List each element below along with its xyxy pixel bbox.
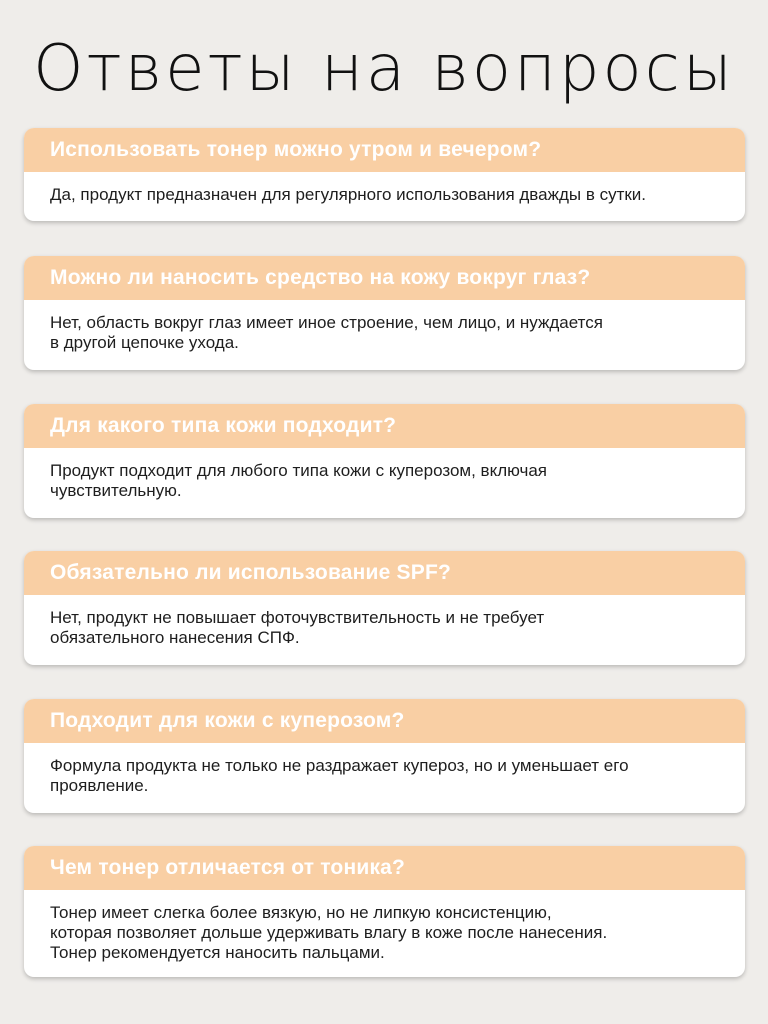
page-title: Ответы на вопросы <box>33 32 735 106</box>
faq-question-3: Для какого типа кожи подходит? <box>24 404 745 448</box>
faq-question-2: Можно ли наносить средство на кожу вокруг глаз? <box>24 256 745 300</box>
faq-card-2 <box>24 256 745 370</box>
faq-card-3 <box>24 404 745 518</box>
faq-card-1 <box>24 128 745 221</box>
faq-card-4 <box>24 551 745 665</box>
faq-answer-4: Нет, продукт не повышает фоточувствительность и не требует обязательного нанесения СПФ. <box>50 608 545 647</box>
faq-answer-6: Тонер имеет слегка более вязкую, но не липкую консистенцию, которая позволяет дольше удерживать влагу в коже после нанесения. Тонер рекомендуется наносить пальцами. <box>50 903 608 962</box>
faq-card-5 <box>24 699 745 813</box>
faq-answer-3: Продукт подходит для любого типа кожи с куперозом, включая чувствительную. <box>50 461 548 500</box>
faq-answer-2: Нет, область вокруг глаз имеет иное строение, чем лицо, и нуждается в другой цепочке ухода. <box>50 313 603 352</box>
faq-card-6 <box>24 846 745 977</box>
faq-answer-1: Да, продукт предназначен для регулярного использования дважды в сутки. <box>50 185 647 204</box>
faq-question-4: Обязательно ли использование SPF? <box>24 551 745 595</box>
faq-question-6: Чем тонер отличается от тоника? <box>24 846 745 890</box>
faq-question-1: Использовать тонер можно утром и вечером? <box>24 128 745 172</box>
faq-answer-5: Формула продукта не только не раздражает купероз, но и уменьшает его проявление. <box>50 756 629 795</box>
faq-question-5: Подходит для кожи с куперозом? <box>24 699 745 743</box>
